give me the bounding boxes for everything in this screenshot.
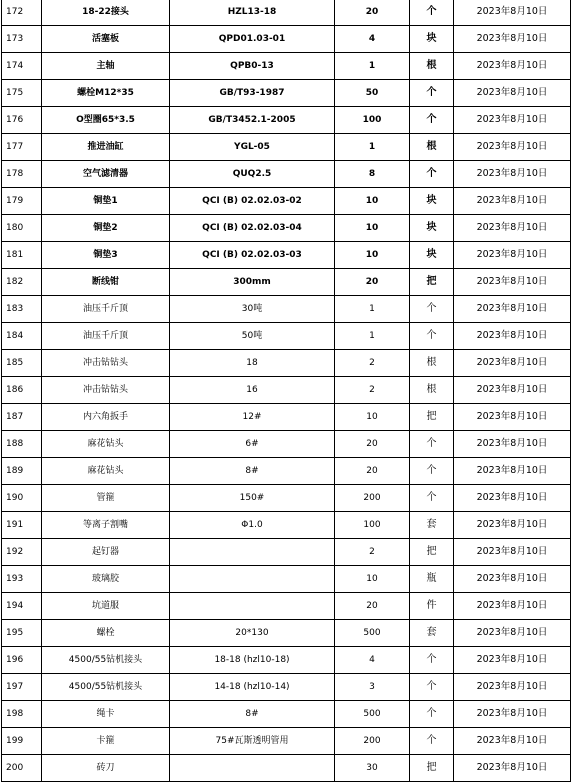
- item-unit: 个: [410, 431, 454, 458]
- item-date: 2023年8月10日: [454, 53, 571, 80]
- table-row: [2, 53, 571, 80]
- item-spec: GB/T3452.1-2005: [170, 107, 335, 134]
- table-row: [2, 674, 571, 701]
- item-spec: 8#: [170, 458, 335, 485]
- item-name: 麻花钻头: [42, 431, 170, 458]
- item-spec: 16: [170, 377, 335, 404]
- item-name: 起钉器: [42, 539, 170, 566]
- item-name: 管箍: [42, 485, 170, 512]
- item-quantity: 1: [335, 134, 410, 161]
- item-quantity: 200: [335, 485, 410, 512]
- item-name: 铜垫1: [42, 188, 170, 215]
- item-date: 2023年8月10日: [454, 377, 571, 404]
- item-quantity: 100: [335, 107, 410, 134]
- item-name: 主轴: [42, 53, 170, 80]
- item-unit: 把: [410, 404, 454, 431]
- table-row: [2, 620, 571, 647]
- item-unit: 个: [410, 485, 454, 512]
- item-spec: 18-18 (hzl10-18): [170, 647, 335, 674]
- table-row: [2, 377, 571, 404]
- table-row: [2, 26, 571, 53]
- item-name: 砖刀: [42, 755, 170, 782]
- table-row: [2, 593, 571, 620]
- row-number: 174: [2, 53, 42, 80]
- item-name: 等离子割嘴: [42, 512, 170, 539]
- item-name: 坑道服: [42, 593, 170, 620]
- item-date: 2023年8月10日: [454, 215, 571, 242]
- row-number: 175: [2, 80, 42, 107]
- item-unit: 根: [410, 53, 454, 80]
- item-quantity: 20: [335, 593, 410, 620]
- table-body: [2, 0, 571, 782]
- table-row: [2, 0, 571, 26]
- item-date: 2023年8月10日: [454, 512, 571, 539]
- table-row: [2, 512, 571, 539]
- item-name: 断线钳: [42, 269, 170, 296]
- item-date: 2023年8月10日: [454, 26, 571, 53]
- item-unit: 个: [410, 0, 454, 26]
- row-number: 199: [2, 728, 42, 755]
- item-name: 螺栓: [42, 620, 170, 647]
- row-number: 186: [2, 377, 42, 404]
- item-spec: 20*130: [170, 620, 335, 647]
- materials-table: [1, 0, 571, 782]
- row-number: 185: [2, 350, 42, 377]
- item-date: 2023年8月10日: [454, 458, 571, 485]
- item-unit: 把: [410, 539, 454, 566]
- item-unit: 个: [410, 701, 454, 728]
- item-spec: QCI (B) 02.02.03-03: [170, 242, 335, 269]
- item-date: 2023年8月10日: [454, 674, 571, 701]
- item-unit: 件: [410, 593, 454, 620]
- item-quantity: 1: [335, 323, 410, 350]
- item-unit: 瓶: [410, 566, 454, 593]
- item-quantity: 500: [335, 701, 410, 728]
- item-spec: [170, 539, 335, 566]
- item-name: 推进油缸: [42, 134, 170, 161]
- item-spec: Φ1.0: [170, 512, 335, 539]
- item-spec: QCI (B) 02.02.03-02: [170, 188, 335, 215]
- table-row: [2, 107, 571, 134]
- row-number: 198: [2, 701, 42, 728]
- item-quantity: 20: [335, 269, 410, 296]
- item-quantity: 200: [335, 728, 410, 755]
- table-row: [2, 458, 571, 485]
- item-quantity: 2: [335, 377, 410, 404]
- item-quantity: 10: [335, 188, 410, 215]
- row-number: 172: [2, 0, 42, 26]
- item-quantity: 500: [335, 620, 410, 647]
- item-quantity: 20: [335, 431, 410, 458]
- item-unit: 个: [410, 458, 454, 485]
- item-unit: 个: [410, 296, 454, 323]
- table-row: [2, 647, 571, 674]
- item-spec: 50吨: [170, 323, 335, 350]
- item-unit: 个: [410, 728, 454, 755]
- item-quantity: 10: [335, 215, 410, 242]
- item-name: 铜垫2: [42, 215, 170, 242]
- item-spec: GB/T93-1987: [170, 80, 335, 107]
- row-number: 178: [2, 161, 42, 188]
- item-date: 2023年8月10日: [454, 80, 571, 107]
- item-spec: 75#瓦斯透明管用: [170, 728, 335, 755]
- row-number: 181: [2, 242, 42, 269]
- item-spec: 30吨: [170, 296, 335, 323]
- item-unit: 套: [410, 512, 454, 539]
- row-number: 191: [2, 512, 42, 539]
- table-row: [2, 566, 571, 593]
- item-unit: 把: [410, 269, 454, 296]
- item-date: 2023年8月10日: [454, 188, 571, 215]
- item-quantity: 1: [335, 53, 410, 80]
- table-row: [2, 296, 571, 323]
- item-quantity: 20: [335, 0, 410, 26]
- table-row: [2, 728, 571, 755]
- table-row: [2, 701, 571, 728]
- item-quantity: 2: [335, 539, 410, 566]
- item-unit: 把: [410, 755, 454, 782]
- item-date: 2023年8月10日: [454, 728, 571, 755]
- item-unit: 根: [410, 134, 454, 161]
- item-spec: 6#: [170, 431, 335, 458]
- item-date: 2023年8月10日: [454, 620, 571, 647]
- item-spec: 12#: [170, 404, 335, 431]
- item-unit: 个: [410, 647, 454, 674]
- item-date: 2023年8月10日: [454, 431, 571, 458]
- item-date: 2023年8月10日: [454, 107, 571, 134]
- item-name: 玻璃胶: [42, 566, 170, 593]
- item-date: 2023年8月10日: [454, 404, 571, 431]
- item-unit: 套: [410, 620, 454, 647]
- item-name: 麻花钻头: [42, 458, 170, 485]
- table-row: [2, 134, 571, 161]
- item-unit: 块: [410, 26, 454, 53]
- item-name: 活塞板: [42, 26, 170, 53]
- row-number: 179: [2, 188, 42, 215]
- item-date: 2023年8月10日: [454, 242, 571, 269]
- item-unit: 根: [410, 377, 454, 404]
- row-number: 190: [2, 485, 42, 512]
- item-unit: 个: [410, 674, 454, 701]
- table-row: [2, 404, 571, 431]
- row-number: 197: [2, 674, 42, 701]
- row-number: 182: [2, 269, 42, 296]
- item-name: 铜垫3: [42, 242, 170, 269]
- item-date: 2023年8月10日: [454, 323, 571, 350]
- row-number: 192: [2, 539, 42, 566]
- item-name: 油压千斤顶: [42, 323, 170, 350]
- table-row: [2, 539, 571, 566]
- item-date: 2023年8月10日: [454, 647, 571, 674]
- item-quantity: 20: [335, 458, 410, 485]
- item-date: 2023年8月10日: [454, 161, 571, 188]
- row-number: 184: [2, 323, 42, 350]
- item-name: 18-22接头: [42, 0, 170, 26]
- item-spec: QUQ2.5: [170, 161, 335, 188]
- item-date: 2023年8月10日: [454, 539, 571, 566]
- item-unit: 块: [410, 188, 454, 215]
- item-name: 冲击钻钻头: [42, 350, 170, 377]
- row-number: 173: [2, 26, 42, 53]
- row-number: 177: [2, 134, 42, 161]
- item-date: 2023年8月10日: [454, 0, 571, 26]
- row-number: 189: [2, 458, 42, 485]
- item-quantity: 50: [335, 80, 410, 107]
- item-unit: 块: [410, 215, 454, 242]
- item-unit: 个: [410, 323, 454, 350]
- item-spec: 8#: [170, 701, 335, 728]
- row-number: 200: [2, 755, 42, 782]
- row-number: 187: [2, 404, 42, 431]
- item-name: 卡箍: [42, 728, 170, 755]
- table-row: [2, 323, 571, 350]
- item-spec: 300mm: [170, 269, 335, 296]
- item-quantity: 3: [335, 674, 410, 701]
- item-spec: YGL-05: [170, 134, 335, 161]
- item-quantity: 4: [335, 26, 410, 53]
- table-row: [2, 215, 571, 242]
- row-number: 193: [2, 566, 42, 593]
- item-date: 2023年8月10日: [454, 134, 571, 161]
- item-name: 4500/55钻机接头: [42, 647, 170, 674]
- item-spec: [170, 593, 335, 620]
- item-date: 2023年8月10日: [454, 566, 571, 593]
- table-row: [2, 755, 571, 782]
- item-quantity: 10: [335, 242, 410, 269]
- item-unit: 块: [410, 242, 454, 269]
- item-unit: 个: [410, 161, 454, 188]
- table-row: [2, 350, 571, 377]
- item-spec: 150#: [170, 485, 335, 512]
- item-name: 绳卡: [42, 701, 170, 728]
- row-number: 180: [2, 215, 42, 242]
- item-spec: [170, 566, 335, 593]
- item-date: 2023年8月10日: [454, 350, 571, 377]
- item-date: 2023年8月10日: [454, 269, 571, 296]
- row-number: 194: [2, 593, 42, 620]
- item-spec: QCI (B) 02.02.03-04: [170, 215, 335, 242]
- table-row: [2, 269, 571, 296]
- item-spec: QPB0-13: [170, 53, 335, 80]
- item-spec: 14-18 (hzl10-14): [170, 674, 335, 701]
- item-quantity: 30: [335, 755, 410, 782]
- item-unit: 个: [410, 107, 454, 134]
- row-number: 196: [2, 647, 42, 674]
- item-date: 2023年8月10日: [454, 593, 571, 620]
- item-spec: QPD01.03-01: [170, 26, 335, 53]
- item-name: 内六角扳手: [42, 404, 170, 431]
- row-number: 188: [2, 431, 42, 458]
- item-unit: 个: [410, 80, 454, 107]
- item-quantity: 8: [335, 161, 410, 188]
- row-number: 176: [2, 107, 42, 134]
- item-name: 4500/55钻机接头: [42, 674, 170, 701]
- item-quantity: 1: [335, 296, 410, 323]
- table-row: [2, 485, 571, 512]
- table-row: [2, 80, 571, 107]
- item-name: 螺栓M12*35: [42, 80, 170, 107]
- item-quantity: 10: [335, 404, 410, 431]
- item-quantity: 100: [335, 512, 410, 539]
- item-spec: 18: [170, 350, 335, 377]
- item-quantity: 2: [335, 350, 410, 377]
- table-row: [2, 431, 571, 458]
- item-spec: [170, 755, 335, 782]
- item-quantity: 4: [335, 647, 410, 674]
- item-quantity: 10: [335, 566, 410, 593]
- item-name: 油压千斤顶: [42, 296, 170, 323]
- item-unit: 根: [410, 350, 454, 377]
- item-date: 2023年8月10日: [454, 755, 571, 782]
- table-row: [2, 242, 571, 269]
- table-row: [2, 188, 571, 215]
- item-spec: HZL13-18: [170, 0, 335, 26]
- row-number: 195: [2, 620, 42, 647]
- row-number: 183: [2, 296, 42, 323]
- table-row: [2, 161, 571, 188]
- item-name: O型圈65*3.5: [42, 107, 170, 134]
- item-date: 2023年8月10日: [454, 701, 571, 728]
- item-date: 2023年8月10日: [454, 485, 571, 512]
- item-date: 2023年8月10日: [454, 296, 571, 323]
- item-name: 冲击钻钻头: [42, 377, 170, 404]
- item-name: 空气滤清器: [42, 161, 170, 188]
